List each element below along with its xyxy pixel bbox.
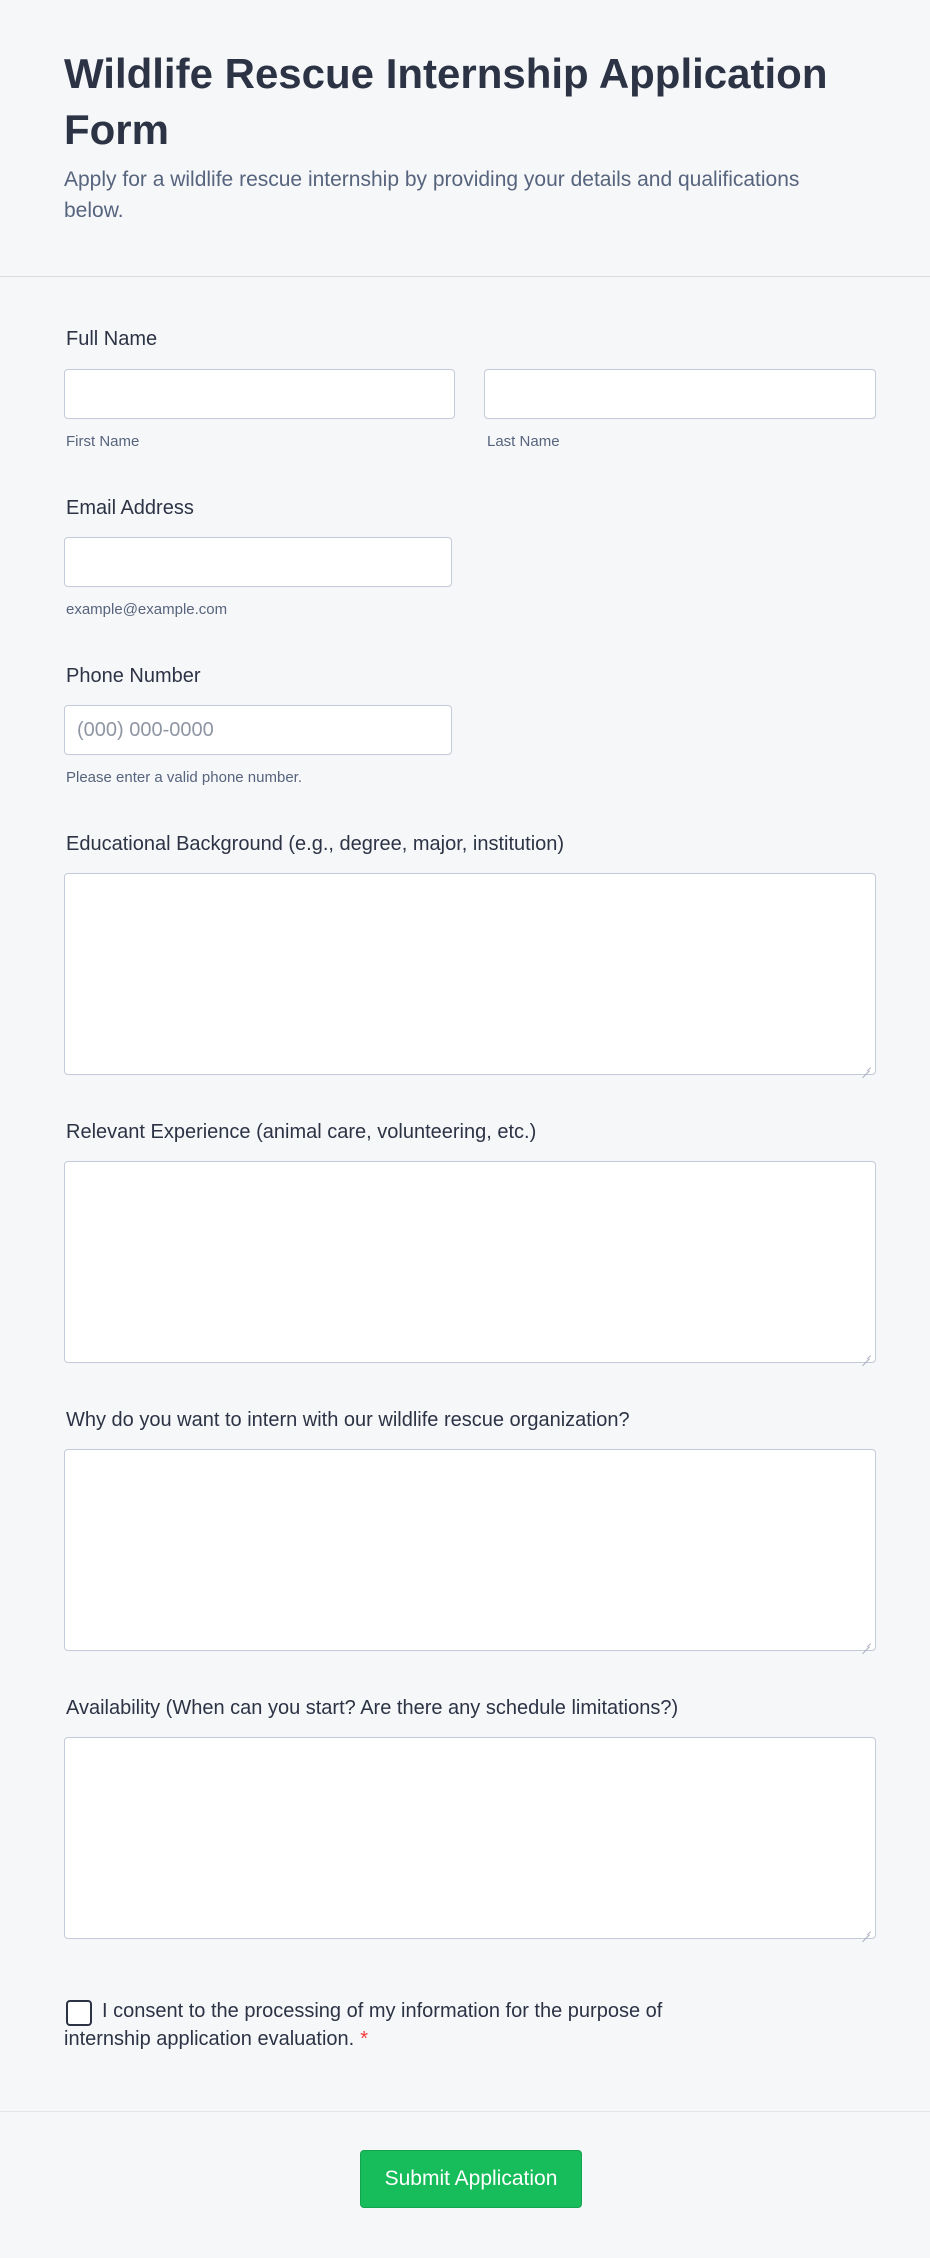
first-name-input[interactable]	[64, 369, 455, 419]
consent-checkbox[interactable]	[66, 2000, 92, 2026]
availability-resize-handle[interactable]	[860, 1925, 870, 1935]
motivation-label: Why do you want to intern with our wildlife rescue organization?	[66, 1409, 630, 1431]
education-resize-handle[interactable]	[860, 1061, 870, 1071]
footer-divider	[0, 2111, 930, 2112]
page-title: Wildlife Rescue Internship Application Form	[64, 50, 828, 153]
education-label: Educational Background (e.g., degree, major, institution)	[66, 833, 565, 855]
phone-sublabel: Please enter a valid phone number.	[66, 769, 302, 786]
email-sublabel: example@example.com	[66, 601, 228, 618]
last-name-input[interactable]	[484, 369, 876, 419]
availability-label: Availability (When can you start? Are there any schedule limitations?)	[66, 1697, 679, 1719]
consent-label	[64, 1997, 744, 2053]
last-name-sublabel: Last Name	[487, 433, 560, 450]
education-textarea[interactable]	[64, 873, 876, 1075]
phone-input[interactable]	[64, 705, 452, 755]
email-input[interactable]	[64, 537, 452, 587]
form-header	[0, 0, 930, 276]
header-divider	[0, 276, 930, 277]
submit-application-button[interactable]: Submit Application	[360, 2150, 582, 2208]
experience-resize-handle[interactable]	[860, 1349, 870, 1359]
email-label: Email Address	[66, 497, 194, 519]
consent-text: I consent to the processing of my information for the purpose of internship application evaluation.	[64, 2000, 663, 2050]
page-subtitle: Apply for a wildlife rescue internship by providing your details and qualifications below.	[64, 168, 800, 222]
first-name-sublabel: First Name	[66, 433, 140, 450]
phone-label: Phone Number	[66, 665, 201, 687]
experience-label: Relevant Experience (animal care, volunteering, etc.)	[66, 1121, 537, 1143]
motivation-textarea[interactable]	[64, 1449, 876, 1651]
full-name-label: Full Name	[66, 328, 158, 350]
experience-textarea[interactable]	[64, 1161, 876, 1363]
availability-textarea[interactable]	[64, 1737, 876, 1939]
required-asterisk: *	[360, 2028, 368, 2050]
motivation-resize-handle[interactable]	[860, 1637, 870, 1647]
